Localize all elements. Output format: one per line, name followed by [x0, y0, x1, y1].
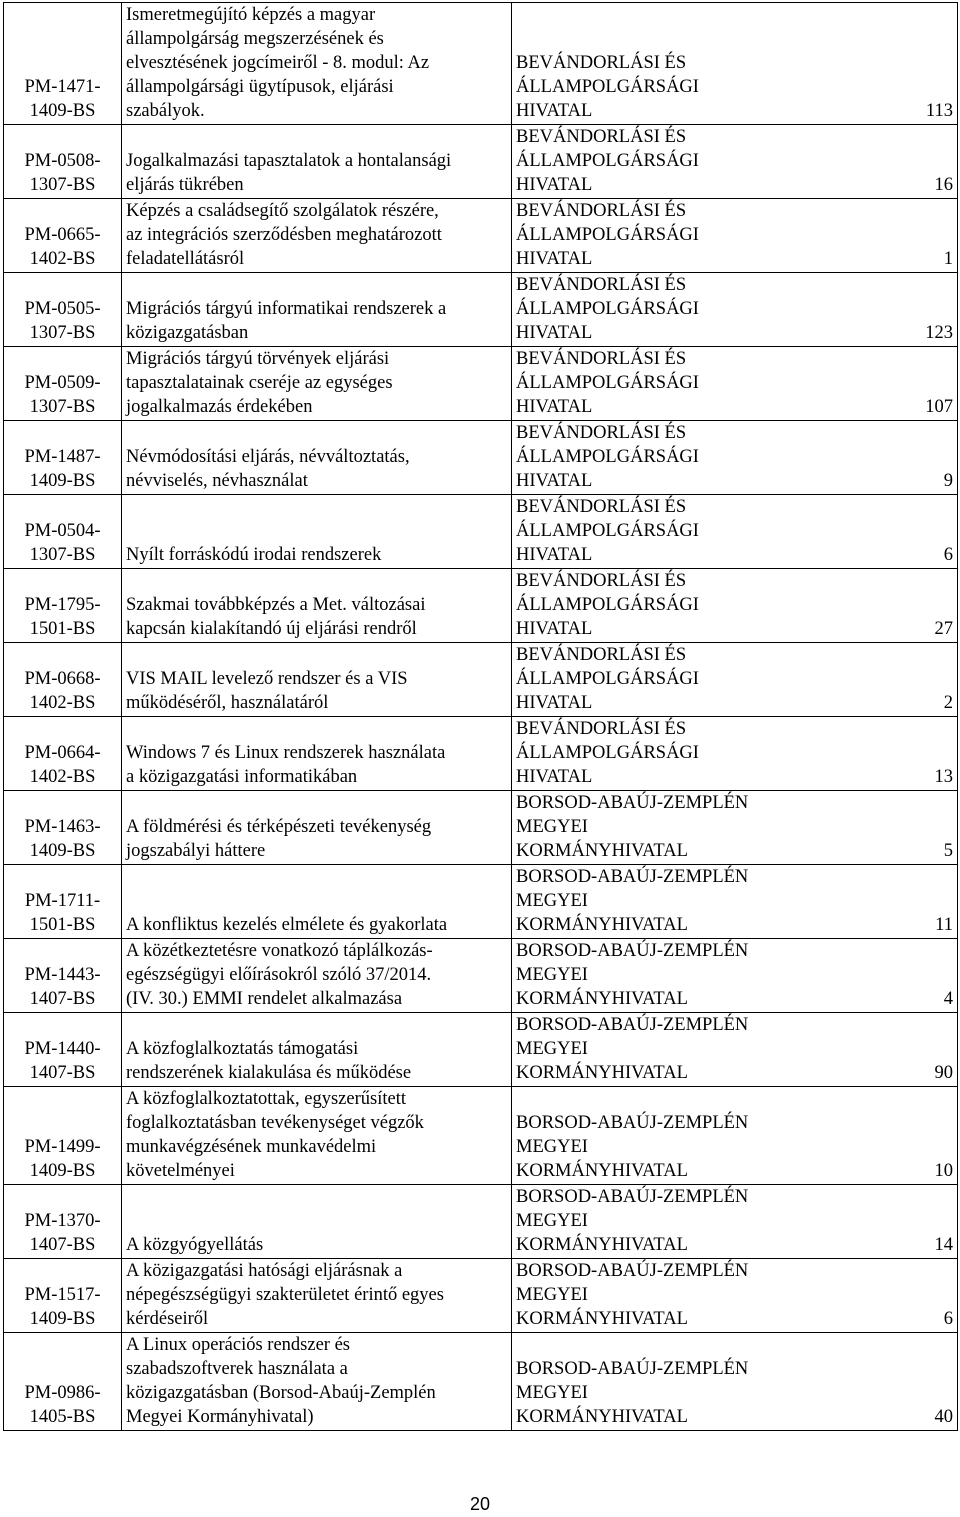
- organization-cell: BORSOD-ABAÚJ-ZEMPLÉN MEGYEI KORMÁNYHIVATAL: [512, 1185, 812, 1259]
- course-title-cell: VIS MAIL levelező rendszer és a VIS működéséről, használatáról: [122, 643, 512, 717]
- table-row: [4, 495, 958, 569]
- organization-cell: BEVÁNDORLÁSI ÉS ÁLLAMPOLGÁRSÁGI HIVATAL: [512, 125, 812, 199]
- organization-cell: BORSOD-ABAÚJ-ZEMPLÉN MEGYEI KORMÁNYHIVATAL: [512, 1259, 812, 1333]
- course-code-cell: PM-0508- 1307-BS: [4, 125, 122, 199]
- table-row: [4, 273, 958, 347]
- participant-count-cell: 1: [812, 199, 958, 273]
- course-title-cell: A konfliktus kezelés elmélete és gyakorlata: [122, 865, 512, 939]
- course-code-cell: PM-0509- 1307-BS: [4, 347, 122, 421]
- table-row: [4, 1259, 958, 1333]
- table-row: [4, 569, 958, 643]
- participant-count-cell: 107: [812, 347, 958, 421]
- course-title-cell: Névmódosítási eljárás, névváltoztatás, névviselés, névhasználat: [122, 421, 512, 495]
- table-row: [4, 791, 958, 865]
- course-code-cell: PM-1440- 1407-BS: [4, 1013, 122, 1087]
- table-row: [4, 1013, 958, 1087]
- participant-count-cell: 10: [812, 1087, 958, 1185]
- course-code-cell: PM-1711- 1501-BS: [4, 865, 122, 939]
- participant-count-cell: 6: [812, 1259, 958, 1333]
- organization-cell: BEVÁNDORLÁSI ÉS ÁLLAMPOLGÁRSÁGI HIVATAL: [512, 3, 812, 125]
- course-title-cell: Migrációs tárgyú törvények eljárási tapasztalatainak cseréje az egységes jogalkalmazás érdekében: [122, 347, 512, 421]
- course-title-cell: A Linux operációs rendszer és szabadszoftverek használata a közigazgatásban (Borsod-Abaúj-Zemplén Megyei Kormányhivatal): [122, 1333, 512, 1431]
- table-row: [4, 643, 958, 717]
- course-title-cell: Jogalkalmazási tapasztalatok a hontalansági eljárás tükrében: [122, 125, 512, 199]
- participant-count-cell: 5: [812, 791, 958, 865]
- course-code-cell: PM-1795- 1501-BS: [4, 569, 122, 643]
- course-table-body: [4, 3, 958, 1431]
- course-code-cell: PM-0665- 1402-BS: [4, 199, 122, 273]
- organization-cell: BORSOD-ABAÚJ-ZEMPLÉN MEGYEI KORMÁNYHIVATAL: [512, 865, 812, 939]
- course-code-cell: PM-1463- 1409-BS: [4, 791, 122, 865]
- course-title-cell: A közigazgatási hatósági eljárásnak a népegészségügyi szakterületet érintő egyes kérdéseiről: [122, 1259, 512, 1333]
- participant-count-cell: 123: [812, 273, 958, 347]
- participant-count-cell: 6: [812, 495, 958, 569]
- organization-cell: BEVÁNDORLÁSI ÉS ÁLLAMPOLGÁRSÁGI HIVATAL: [512, 199, 812, 273]
- course-title-cell: Ismeretmegújító képzés a magyar állampolgárság megszerzésének és elvesztésének jogcímeiről - 8. modul: Az állampolgársági ügytípusok, eljárási szabályok.: [122, 3, 512, 125]
- course-title-cell: A közgyógyellátás: [122, 1185, 512, 1259]
- participant-count-cell: 14: [812, 1185, 958, 1259]
- course-code-cell: PM-0664- 1402-BS: [4, 717, 122, 791]
- participant-count-cell: 4: [812, 939, 958, 1013]
- table-row: [4, 939, 958, 1013]
- course-title-cell: Nyílt forráskódú irodai rendszerek: [122, 495, 512, 569]
- participant-count-cell: 11: [812, 865, 958, 939]
- course-code-cell: PM-1443- 1407-BS: [4, 939, 122, 1013]
- participant-count-cell: 40: [812, 1333, 958, 1431]
- table-row: [4, 347, 958, 421]
- organization-cell: BEVÁNDORLÁSI ÉS ÁLLAMPOLGÁRSÁGI HIVATAL: [512, 717, 812, 791]
- course-title-cell: A földmérési és térképészeti tevékenység jogszabályi háttere: [122, 791, 512, 865]
- course-code-cell: PM-0505- 1307-BS: [4, 273, 122, 347]
- table-row: [4, 1185, 958, 1259]
- organization-cell: BEVÁNDORLÁSI ÉS ÁLLAMPOLGÁRSÁGI HIVATAL: [512, 495, 812, 569]
- participant-count-cell: 90: [812, 1013, 958, 1087]
- organization-cell: BORSOD-ABAÚJ-ZEMPLÉN MEGYEI KORMÁNYHIVATAL: [512, 1087, 812, 1185]
- organization-cell: BORSOD-ABAÚJ-ZEMPLÉN MEGYEI KORMÁNYHIVATAL: [512, 939, 812, 1013]
- table-row: [4, 1087, 958, 1185]
- table-row: [4, 421, 958, 495]
- course-code-cell: PM-0504- 1307-BS: [4, 495, 122, 569]
- course-code-cell: PM-1370- 1407-BS: [4, 1185, 122, 1259]
- course-title-cell: Képzés a családsegítő szolgálatok részére, az integrációs szerződésben meghatározott feladatellátásról: [122, 199, 512, 273]
- course-title-cell: Szakmai továbbképzés a Met. változásai kapcsán kialakítandó új eljárási rendről: [122, 569, 512, 643]
- participant-count-cell: 13: [812, 717, 958, 791]
- course-title-cell: Migrációs tárgyú informatikai rendszerek a közigazgatásban: [122, 273, 512, 347]
- participant-count-cell: 2: [812, 643, 958, 717]
- participant-count-cell: 16: [812, 125, 958, 199]
- organization-cell: BEVÁNDORLÁSI ÉS ÁLLAMPOLGÁRSÁGI HIVATAL: [512, 569, 812, 643]
- course-code-cell: PM-1471- 1409-BS: [4, 3, 122, 125]
- organization-cell: BEVÁNDORLÁSI ÉS ÁLLAMPOLGÁRSÁGI HIVATAL: [512, 421, 812, 495]
- table-row: [4, 865, 958, 939]
- table-row: [4, 717, 958, 791]
- course-title-cell: A közfoglalkoztatás támogatási rendszerének kialakulása és működése: [122, 1013, 512, 1087]
- organization-cell: BORSOD-ABAÚJ-ZEMPLÉN MEGYEI KORMÁNYHIVATAL: [512, 1013, 812, 1087]
- course-code-cell: PM-0668- 1402-BS: [4, 643, 122, 717]
- course-title-cell: Windows 7 és Linux rendszerek használata a közigazgatási informatikában: [122, 717, 512, 791]
- organization-cell: BEVÁNDORLÁSI ÉS ÁLLAMPOLGÁRSÁGI HIVATAL: [512, 643, 812, 717]
- table-row: [4, 125, 958, 199]
- course-code-cell: PM-1499- 1409-BS: [4, 1087, 122, 1185]
- table-row: [4, 1333, 958, 1431]
- participant-count-cell: 9: [812, 421, 958, 495]
- table-row: [4, 3, 958, 125]
- participant-count-cell: 27: [812, 569, 958, 643]
- course-code-cell: PM-1517- 1409-BS: [4, 1259, 122, 1333]
- table-row: [4, 199, 958, 273]
- course-code-cell: PM-0986- 1405-BS: [4, 1333, 122, 1431]
- organization-cell: BEVÁNDORLÁSI ÉS ÁLLAMPOLGÁRSÁGI HIVATAL: [512, 273, 812, 347]
- organization-cell: BORSOD-ABAÚJ-ZEMPLÉN MEGYEI KORMÁNYHIVATAL: [512, 1333, 812, 1431]
- organization-cell: BEVÁNDORLÁSI ÉS ÁLLAMPOLGÁRSÁGI HIVATAL: [512, 347, 812, 421]
- organization-cell: BORSOD-ABAÚJ-ZEMPLÉN MEGYEI KORMÁNYHIVATAL: [512, 791, 812, 865]
- course-title-cell: A közfoglalkoztatottak, egyszerűsített foglalkoztatásban tevékenységet végzők munkavégzésének munkavédelmi követelményei: [122, 1087, 512, 1185]
- course-table: [3, 2, 958, 1431]
- course-code-cell: PM-1487- 1409-BS: [4, 421, 122, 495]
- page-number: 20: [469, 1494, 491, 1514]
- participant-count-cell: 113: [812, 3, 958, 125]
- course-title-cell: A közétkeztetésre vonatkozó táplálkozás- egészségügyi előírásokról szóló 37/2014. (IV. 30.) EMMI rendelet alkalmazása: [122, 939, 512, 1013]
